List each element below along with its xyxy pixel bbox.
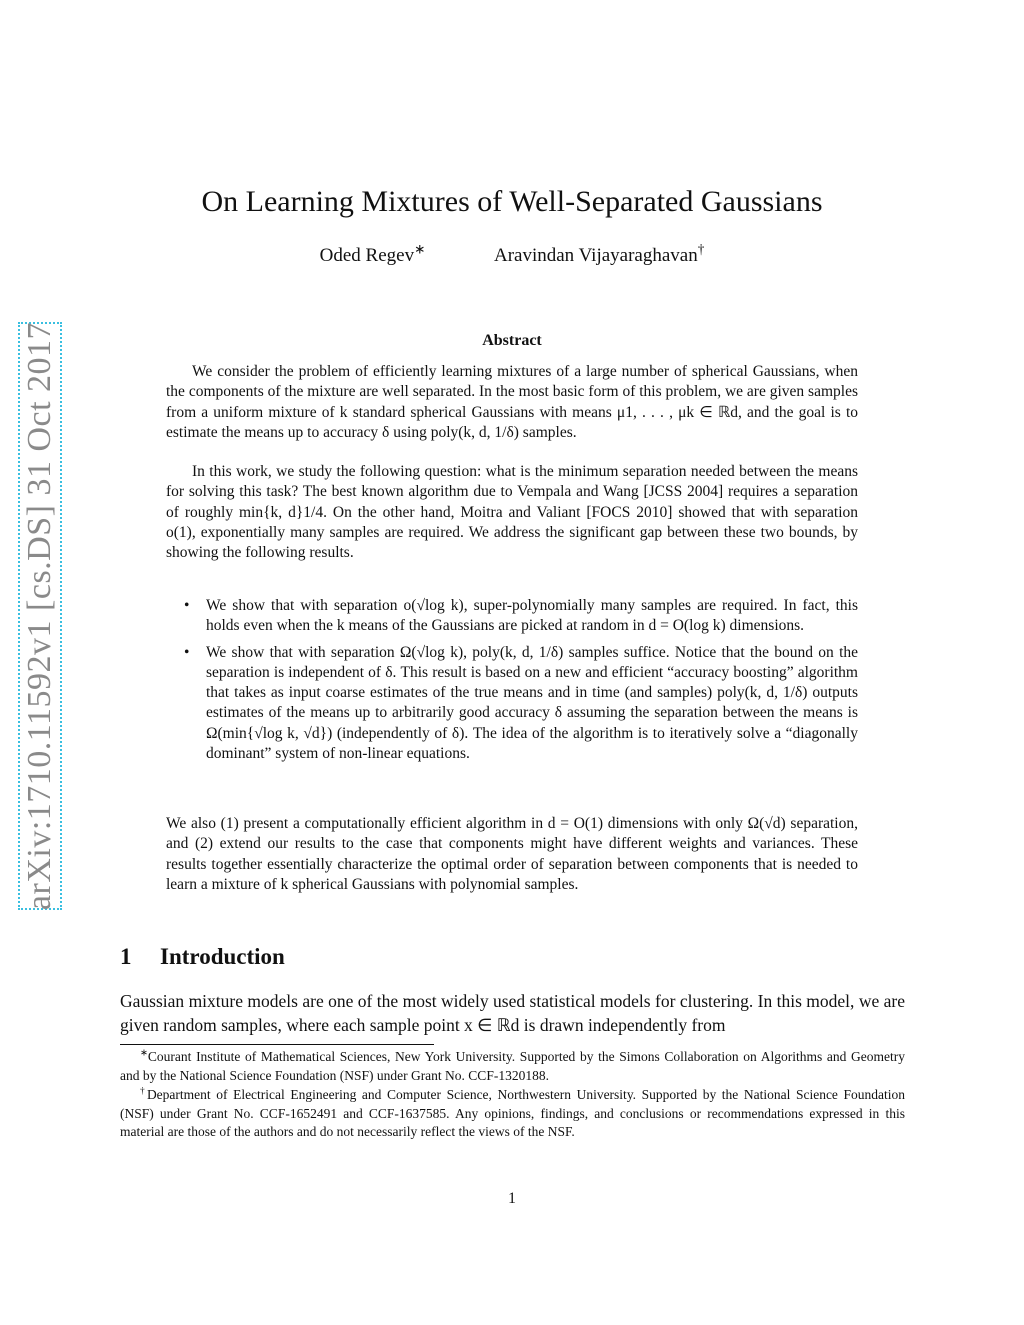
section-title: Introduction (160, 944, 285, 969)
footnote-2-mark: † (140, 1086, 147, 1097)
author-1-name: Oded Regev (319, 245, 415, 266)
author-1-mark: ∗ (414, 241, 426, 257)
section-heading (120, 944, 285, 970)
footnote-2-text: Department of Electrical Engineering and Computer Science, Northwestern University. Supported by the National Science Foundation (NSF) under Grant No. CCF-1652491 and CCF-1637585. Any opinions, findings, and conclusions or recommendations expressed in this material are those of the authors and do not necessarily reflect the views of the NSF. (120, 1087, 906, 1140)
abstract-paragraph-1: We consider the problem of efficiently learning mixtures of a large number of spherical Gaussians, when the components of the mixture are well separated. In the most basic form of this problem, we are given samples from a uniform mixture of k standard spherical Gaussians with means μ1, . . . , μk ∈ ℝd, and the goal is to estimate the means up to accuracy δ using poly(k, d, 1/δ) samples. (166, 363, 858, 441)
arxiv-stamp-text: arXiv:1710.11592v1 [cs.DS] 31 Oct 2017 (21, 321, 58, 911)
footnote-1 (120, 1048, 905, 1085)
page-number: 1 (508, 1190, 516, 1207)
bullet-icon: • (184, 643, 190, 661)
author-2-name: Aravindan Vijayaraghavan (493, 245, 698, 266)
list-item-text: We show that with separation Ω(√log k), poly(k, d, 1/δ) samples suffice. Notice that the bound on the separation is independent of δ. This result is based on a new and efficient “accuracy boosting” algorithm that takes as input coarse estimates of the true means and in time (and samples) poly(k, d, 1/δ) outputs estimates of the means up to arbitrarily good accuracy δ assuming the separation between the means is Ω(min{√log k, √d}) (independently of δ). The idea of the algorithm is to iteratively solve a “diagonally dominant” system of non-linear equations. (206, 643, 858, 763)
author-2 (493, 241, 705, 268)
intro-paragraph: Gaussian mixture models are one of the most widely used statistical models for clustering. In this model, we are given random samples, where each sample point x ∈ ℝd is drawn independently from (120, 991, 905, 1035)
abstract-heading: Abstract (482, 332, 542, 349)
author-1 (319, 241, 426, 268)
footnote-1-mark: ∗ (140, 1048, 148, 1059)
footnote-divider (120, 1044, 434, 1045)
list-item (184, 643, 858, 765)
abstract-results-list (184, 596, 858, 770)
author-2-mark: † (697, 241, 705, 257)
abstract-paragraph-3: We also (1) present a computationally efficient algorithm in d = O(1) dimensions with only Ω(√d) separation, and (2) extend our results to the case that components might have different weights and variances. These results together essentially characterize the optimal order of separation between components that is needed to learn a mixture of k spherical Gaussians with polynomial samples. (166, 815, 858, 893)
paper-title: On Learning Mixtures of Well-Separated Gaussians (201, 185, 823, 218)
footnote-2 (120, 1086, 905, 1142)
footnote-1-text: Courant Institute of Mathematical Sciences, New York University. Supported by the Simons Collaboration on Algorithms and Geometry and by the National Science Foundation (NSF) under Grant No. CCF-1320188. (120, 1049, 905, 1083)
section-number: 1 (120, 944, 132, 969)
author-list (0, 241, 1024, 268)
arxiv-stamp (18, 322, 62, 910)
list-item (184, 596, 858, 637)
abstract-paragraph-2: In this work, we study the following question: what is the minimum separation needed between the means for solving this task? The best known algorithm due to Vempala and Wang [JCSS 2004] requires a separation of roughly min{k, d}1/4. On the other hand, Moitra and Valiant [FOCS 2010] showed that with separation o(1), exponentially many samples are required. We address the significant gap between these two bounds, by showing the following results. (166, 463, 858, 562)
footnotes (120, 1048, 905, 1143)
list-item-text: We show that with separation o(√log k), super-polynomially many samples are required. In fact, this holds even when the k means of the Gaussians are picked at random in d = O(log k) dimensions. (206, 597, 858, 635)
bullet-icon: • (184, 597, 190, 614)
